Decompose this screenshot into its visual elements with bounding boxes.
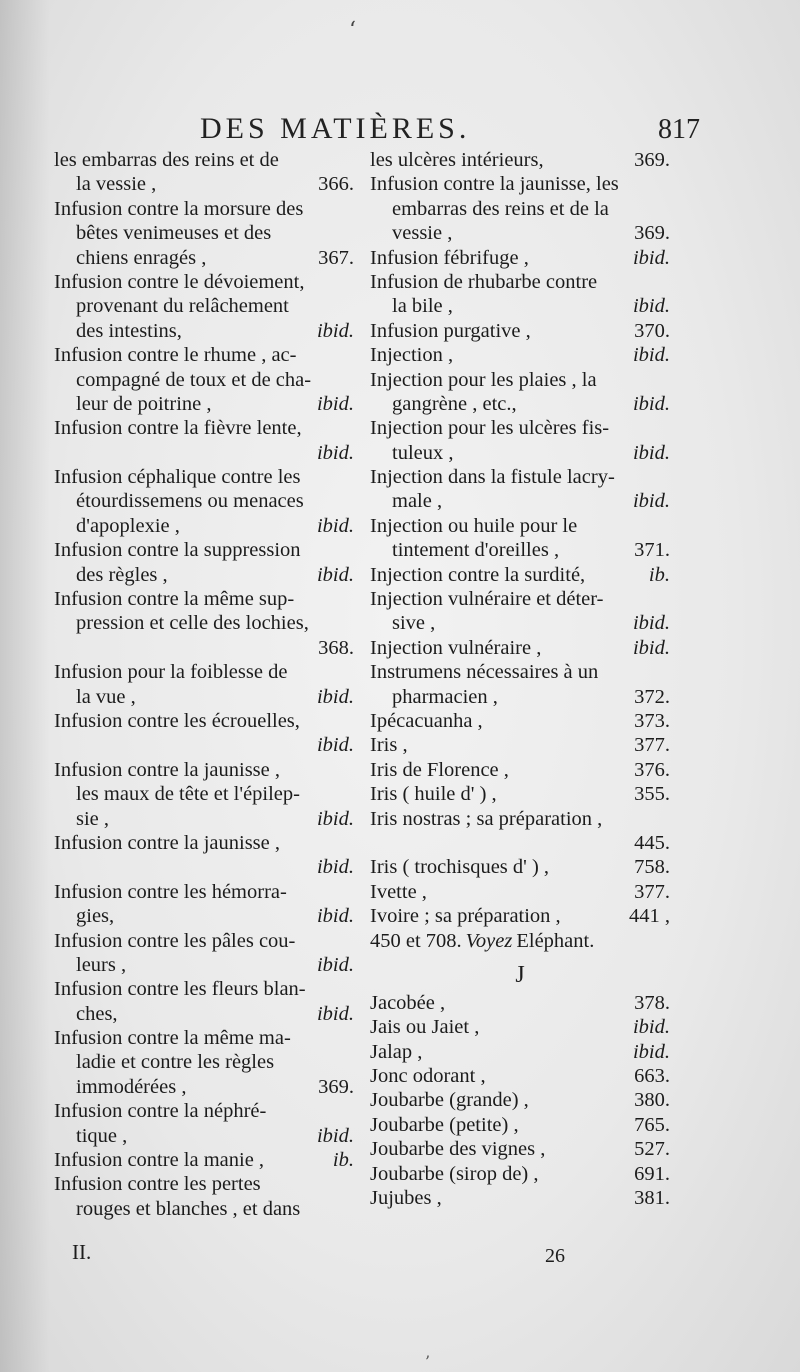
index-entry (54, 1099, 354, 1148)
entry-text: Jacobée , (370, 991, 446, 1014)
entry-text: d'apoplexie , (76, 514, 180, 537)
index-line (370, 991, 670, 1015)
entry-text: des intestins, (76, 319, 182, 342)
index-line (370, 319, 670, 343)
index-line (370, 587, 670, 611)
page-reference: 380. (634, 1089, 670, 1112)
index-line (370, 880, 670, 904)
index-line (54, 709, 354, 733)
page-reference: 355. (634, 783, 670, 806)
page-reference: 758. (634, 856, 670, 879)
index-line (54, 441, 354, 465)
index-line (54, 1124, 354, 1148)
index-entry (54, 197, 354, 270)
entry-text: Infusion contre la fièvre lente, (54, 417, 302, 440)
index-entry (370, 465, 670, 514)
page-reference: 377. (634, 880, 670, 903)
index-line (370, 636, 670, 660)
page-reference: 369. (318, 1075, 354, 1098)
see-reference-target: Eléphant. (516, 929, 595, 952)
index-line (54, 1099, 354, 1123)
index-line (54, 563, 354, 587)
index-entry (370, 1113, 670, 1137)
index-entry (370, 758, 670, 782)
index-line (54, 465, 354, 489)
index-entry (370, 709, 670, 733)
entry-text: chiens enragés , (76, 246, 207, 269)
index-line (54, 294, 354, 318)
index-entry (370, 270, 670, 319)
index-line (370, 1064, 670, 1088)
index-line (370, 563, 670, 587)
entry-text: Infusion contre la même sup- (54, 588, 295, 611)
entry-text: Jalap , (370, 1040, 423, 1063)
entry-text: Ivette , (370, 880, 427, 903)
index-entry (54, 758, 354, 831)
index-entry (370, 636, 670, 660)
page-reference: ib. (648, 563, 670, 586)
index-entry (370, 343, 670, 367)
entry-text: Iris , (370, 734, 408, 757)
entry-text: Infusion purgative , (370, 319, 531, 342)
page-reference: ibid. (632, 612, 670, 635)
page-reference: 373. (634, 709, 670, 732)
index-line (370, 1015, 670, 1039)
entry-text: leurs , (76, 953, 127, 976)
index-line (54, 246, 354, 270)
see-reference-label: Voyez (465, 929, 513, 952)
index-line (54, 197, 354, 221)
index-entry (370, 148, 670, 172)
index-line (54, 368, 354, 392)
entry-text: Injection vulnéraire et déter- (370, 588, 604, 611)
page-reference: 381. (634, 1187, 670, 1210)
index-line (370, 807, 670, 831)
entry-text: Infusion contre la jaunisse , (54, 758, 281, 781)
index-line (370, 148, 670, 172)
page-reference: 372. (634, 685, 670, 708)
page-reference: ibid. (316, 563, 354, 586)
entry-text: Iris de Florence , (370, 758, 509, 781)
index-line (370, 685, 670, 709)
index-line (370, 1088, 670, 1112)
index-line (54, 587, 354, 611)
page-reference: 366. (318, 173, 354, 196)
index-entry (370, 587, 670, 636)
index-line (370, 246, 670, 270)
signature-mark: 26 (545, 1245, 565, 1267)
index-line (370, 416, 670, 440)
index-line (54, 514, 354, 538)
page-reference: 371. (634, 539, 670, 562)
page-reference: ibid. (316, 734, 354, 757)
index-line (370, 172, 670, 196)
entry-text: Infusion céphalique contre les (54, 466, 301, 489)
index-line (54, 807, 354, 831)
index-line (370, 660, 670, 684)
index-line (54, 148, 354, 172)
entry-text: Infusion contre la néphré- (54, 1100, 267, 1123)
index-line (370, 758, 670, 782)
entry-text: Infusion contre les fleurs blan- (54, 978, 306, 1001)
entry-text: Injection pour les ulcères fis- (370, 417, 610, 440)
index-entry (54, 1026, 354, 1099)
entry-text: Injection , (370, 344, 454, 367)
index-entry (370, 246, 670, 270)
index-line (54, 221, 354, 245)
entry-text: Infusion contre la suppression (54, 539, 301, 562)
entry-text: Ivoire ; sa préparation , (370, 905, 561, 928)
entry-text: Joubarbe (sirop de) , (370, 1162, 539, 1185)
index-entry (54, 831, 354, 880)
entry-text: sie , (76, 807, 110, 830)
entry-text: Infusion pour la foiblesse de (54, 661, 288, 684)
page-reference: ib. (332, 1149, 354, 1172)
index-line (54, 319, 354, 343)
index-entry (370, 929, 670, 953)
index-entry (370, 1064, 670, 1088)
entry-text: leur de poitrine , (76, 392, 212, 415)
entry-text: sive , (392, 612, 436, 635)
page-reference: ibid. (316, 441, 354, 464)
index-entry (54, 465, 354, 538)
entry-text: gies, (76, 905, 115, 928)
index-entry (54, 1172, 354, 1221)
index-line (54, 1075, 354, 1099)
entry-text: Joubarbe (grande) , (370, 1089, 529, 1112)
page-reference: ibid. (632, 1016, 670, 1039)
entry-text: Jonc odorant , (370, 1065, 486, 1088)
index-line (54, 733, 354, 757)
entry-text: Injection pour les plaies , la (370, 368, 597, 391)
page-reference: ibid. (316, 392, 354, 415)
entry-text: Infusion contre la morsure des (54, 197, 304, 220)
entry-text: Joubarbe des vignes , (370, 1138, 546, 1161)
entry-text: les maux de tête et l'épilep- (76, 783, 300, 806)
index-line (54, 660, 354, 684)
right-column (370, 148, 670, 1210)
page-reference: ibid. (316, 319, 354, 342)
index-line (54, 172, 354, 196)
index-line (54, 685, 354, 709)
index-line (54, 538, 354, 562)
index-entry (54, 148, 354, 197)
index-line (370, 611, 670, 635)
index-line (54, 880, 354, 904)
index-line (54, 489, 354, 513)
index-entry (54, 880, 354, 929)
entry-text: Injection contre la surdité, (370, 563, 586, 586)
index-entry (370, 1137, 670, 1161)
page-reference: ibid. (316, 905, 354, 928)
entry-text: Infusion contre la manie , (54, 1149, 265, 1172)
page-reference: ibid. (632, 490, 670, 513)
page-reference: ibid. (316, 953, 354, 976)
page-reference: 369. (634, 222, 670, 245)
index-entry (370, 319, 670, 343)
catchword: II. (72, 1240, 92, 1264)
entry-text: Infusion contre la même ma- (54, 1027, 291, 1050)
entry-text: Jais ou Jaiet , (370, 1016, 480, 1039)
index-line (54, 1148, 354, 1172)
index-line (54, 1172, 354, 1196)
entry-text: Injection dans la fistule lacry- (370, 466, 615, 489)
entry-text: Joubarbe (petite) , (370, 1113, 519, 1136)
index-line (54, 636, 354, 660)
index-line (370, 270, 670, 294)
entry-text: Iris nostras ; sa préparation , (370, 807, 603, 830)
bottom-ink-mark: ’ (425, 1352, 431, 1371)
entry-text: Infusion contre les écrouelles, (54, 709, 300, 732)
index-line (54, 782, 354, 806)
index-line (54, 977, 354, 1001)
page-reference: 378. (634, 991, 670, 1014)
page-reference: ibid. (632, 246, 670, 269)
index-line (370, 831, 670, 855)
index-entry (54, 343, 354, 416)
index-entry (54, 977, 354, 1026)
index-line (370, 1186, 670, 1210)
entry-text: Infusion contre la jaunisse , (54, 831, 281, 854)
entry-text: male , (392, 490, 443, 513)
index-line (370, 392, 670, 416)
entry-text: Infusion contre les pâles cou- (54, 929, 296, 952)
index-entry (370, 416, 670, 465)
page-reference: 370. (634, 319, 670, 342)
index-entry (370, 660, 670, 709)
page-edge-shadow (0, 0, 50, 1372)
index-line (370, 709, 670, 733)
entry-text: des règles , (76, 563, 168, 586)
page-reference: ibid. (316, 856, 354, 879)
index-line (370, 294, 670, 318)
entry-text: tique , (76, 1124, 128, 1147)
page-reference: ibid. (316, 807, 354, 830)
section-letter-heading: J (515, 961, 525, 988)
index-entry (370, 1186, 670, 1210)
running-header (200, 112, 700, 152)
entry-text: la vue , (76, 685, 136, 708)
index-line (54, 904, 354, 928)
index-entry (54, 660, 354, 709)
index-line (54, 416, 354, 440)
index-line (54, 831, 354, 855)
entry-text: provenant du relâchement (76, 295, 289, 318)
index-entry (54, 416, 354, 465)
page-number: 817 (658, 114, 700, 145)
index-line (370, 343, 670, 367)
index-entry (370, 172, 670, 245)
index-entry (370, 991, 670, 1015)
index-line (54, 343, 354, 367)
entry-text: Jujubes , (370, 1187, 442, 1210)
page-reference: 368. (318, 636, 354, 659)
page-reference: 369. (634, 149, 670, 171)
index-entry (370, 1088, 670, 1112)
index-entry (370, 368, 670, 417)
index-entry (370, 733, 670, 757)
page-reference: 367. (318, 246, 354, 269)
index-line (370, 441, 670, 465)
index-line (370, 855, 670, 879)
entry-text: Infusion contre le rhume , ac- (54, 344, 297, 367)
page-reference: 377. (634, 734, 670, 757)
entry-text: Infusion contre la jaunisse, les (370, 173, 619, 196)
index-entry (54, 587, 354, 660)
index-line (370, 489, 670, 513)
entry-text: les ulcères intérieurs, (370, 149, 544, 171)
index-line (370, 514, 670, 538)
index-entry (370, 563, 670, 587)
index-line (370, 733, 670, 757)
page-reference: ibid. (316, 685, 354, 708)
entry-text: Infusion contre les pertes (54, 1173, 261, 1196)
entry-text: Iris ( trochisques d' ) , (370, 856, 550, 879)
index-line (370, 782, 670, 806)
page-reference: ibid. (632, 392, 670, 415)
index-line (370, 929, 670, 953)
index-entry (370, 514, 670, 563)
entry-text: Infusion contre les hémorra- (54, 880, 287, 903)
entry-text: pression et celle des lochies, (76, 612, 309, 635)
index-entry (54, 1148, 354, 1172)
index-line (54, 611, 354, 635)
index-entry (370, 807, 670, 856)
index-line (54, 855, 354, 879)
index-line (370, 1137, 670, 1161)
entry-text: 450 et 708. (370, 929, 462, 952)
index-line (370, 221, 670, 245)
entry-text: la vessie , (76, 173, 157, 196)
top-ink-mark: ‘ (349, 18, 356, 43)
entry-text: étourdissemens ou menaces (76, 490, 304, 513)
page-reference: ibid. (632, 295, 670, 318)
entry-text: pharmacien , (392, 685, 498, 708)
index-entry (370, 1015, 670, 1039)
entry-text: Infusion contre le dévoiement, (54, 270, 305, 293)
index-entry (370, 855, 670, 879)
entry-text: Injection ou huile pour le (370, 514, 578, 537)
entry-text: Iris ( huile d' ) , (370, 783, 497, 806)
index-entry (370, 904, 670, 928)
index-line (370, 465, 670, 489)
left-column (54, 148, 354, 1221)
index-entry (370, 1162, 670, 1186)
entry-text: embarras des reins et de la (392, 197, 609, 220)
page-reference: ibid. (316, 1002, 354, 1025)
entry-text: Injection vulnéraire , (370, 636, 542, 659)
entry-text: ladie et contre les règles (76, 1051, 275, 1074)
index-line (54, 270, 354, 294)
page-reference: ibid. (632, 1040, 670, 1063)
index-line (54, 1002, 354, 1026)
page-reference: 376. (634, 758, 670, 781)
index-line (54, 1050, 354, 1074)
index-line (370, 1162, 670, 1186)
page-reference: ibid. (632, 441, 670, 464)
entry-text: les embarras des reins et de (54, 149, 279, 171)
index-entry (54, 538, 354, 587)
entry-text: gangrène , etc., (392, 392, 517, 415)
entry-text: Ipécacuanha , (370, 709, 483, 732)
entry-text: tintement d'oreilles , (392, 539, 560, 562)
entry-text: Infusion fébrifuge , (370, 246, 529, 269)
index-entry (54, 709, 354, 758)
page-reference: 663. (634, 1065, 670, 1088)
entry-text: tuleux , (392, 441, 454, 464)
index-line (54, 1197, 354, 1221)
index-line (54, 758, 354, 782)
page-reference: 527. (634, 1138, 670, 1161)
index-line (370, 538, 670, 562)
entry-text: Instrumens nécessaires à un (370, 661, 599, 684)
index-entry (370, 782, 670, 806)
index-line (54, 929, 354, 953)
entry-text: ches, (76, 1002, 118, 1025)
index-entry (54, 929, 354, 978)
page-reference: ibid. (316, 1124, 354, 1147)
header-title: DES MATIÈRES. (200, 112, 471, 145)
index-line (370, 904, 670, 928)
index-line (54, 953, 354, 977)
index-line (54, 1026, 354, 1050)
index-entry (370, 1040, 670, 1064)
page-reference: 445. (634, 831, 670, 854)
index-line (370, 368, 670, 392)
index-line (370, 1113, 670, 1137)
entry-text: bêtes venimeuses et des (76, 222, 272, 245)
page-reference: 765. (634, 1113, 670, 1136)
index-line (370, 197, 670, 221)
entry-text: la bile , (392, 295, 453, 318)
index-entry (54, 270, 354, 343)
page-reference: ibid. (316, 514, 354, 537)
entry-text: immodérées , (76, 1075, 187, 1098)
entry-text: vessie , (392, 222, 453, 245)
entry-text: rouges et blanches , et dans (76, 1197, 301, 1220)
index-line (54, 392, 354, 416)
page-reference: 691. (634, 1162, 670, 1185)
index-entry (370, 880, 670, 904)
page-reference: ibid. (632, 636, 670, 659)
page-reference: 441 , (629, 905, 670, 928)
entry-text: Infusion de rhubarbe contre (370, 270, 598, 293)
index-line (370, 1040, 670, 1064)
entry-text: compagné de toux et de cha- (76, 368, 312, 391)
page-reference: ibid. (632, 344, 670, 367)
